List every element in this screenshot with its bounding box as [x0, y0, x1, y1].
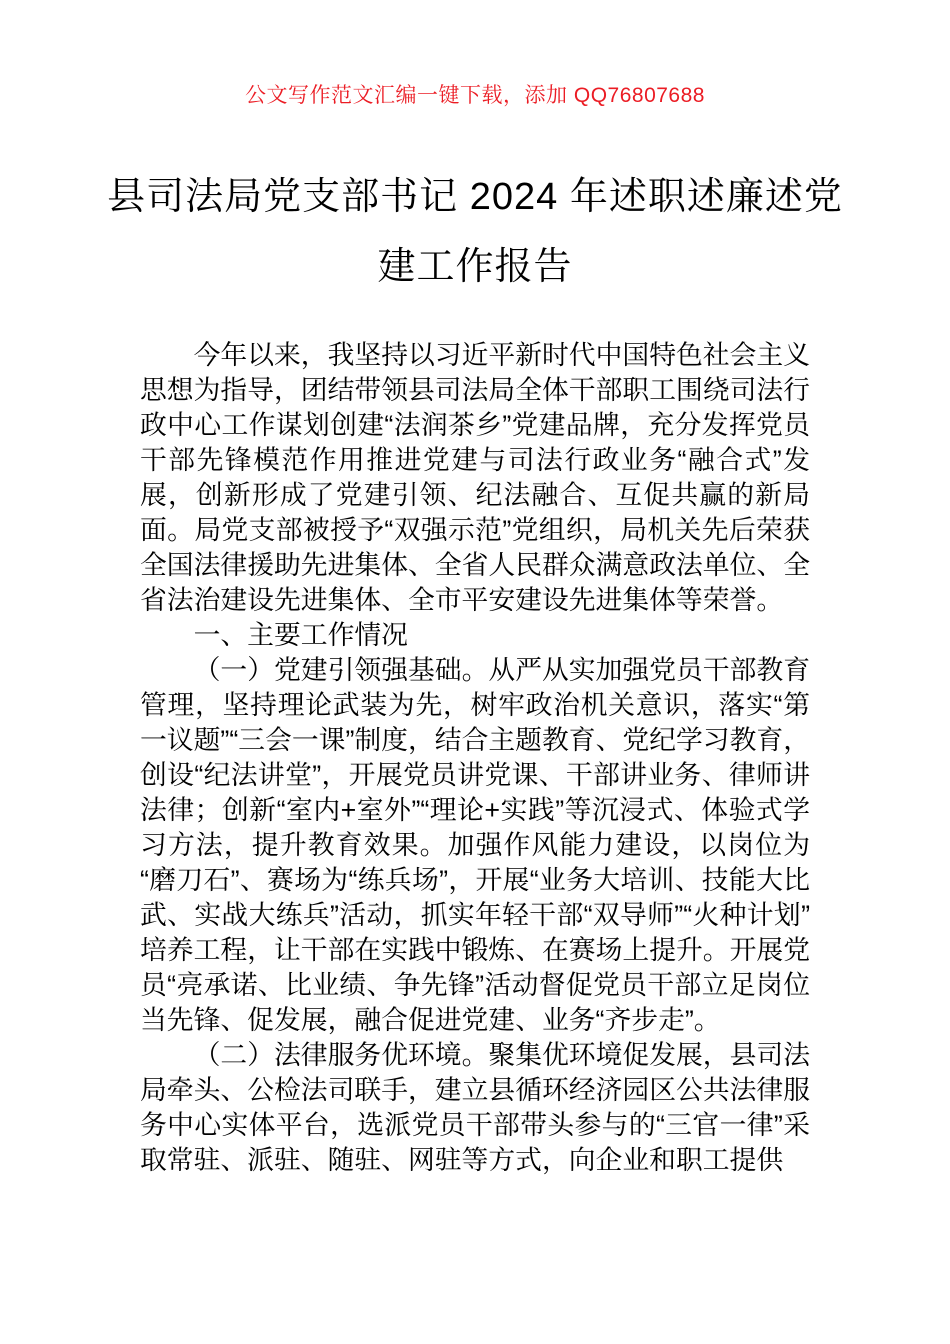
header-notice: 公文写作范文汇编一键下载，添加 QQ76807688 — [245, 84, 705, 107]
paragraph-item-2: （二）法律服务优环境。聚集优环境促发展，县司法局牵头、公检法司联手，建立县循环经济园区公共法律服务中心实体平台，选派党员干部带头参与的“三官一律”采取常驻、派驻、随驻、网驻等方式，向企业和职工提供 — [140, 1040, 810, 1175]
intro-paragraph: 今年以来，我坚持以习近平新时代中国特色社会主义思想为指导，团结带领县司法局全体干部职工围绕司法行政中心工作谋划创建“法润茶乡”党建品牌，充分发挥党员干部先锋模范作用推进党建与司法行政业务“融合式”发展，创新形成了党建引领、纪法融合、互促共赢的新局面。局党支部被授予“双强示范”党组织，局机关先后荣获全国法律援助先进集体、全省人民群众满意政法单位、全省法治建设先进集体、全市平安建设先进集体等荣誉。 — [140, 340, 810, 615]
section-heading: 一、主要工作情况 — [193, 620, 408, 650]
document-title-line-1: 县司法局党支部书记 2024 年述职述廉述党 — [107, 176, 843, 218]
paragraph-item-1: （一）党建引领强基础。从严从实加强党员干部教育管理，坚持理论武装为先，树牢政治机关意识，落实“第一议题”“三会一课”制度，结合主题教育、党纪学习教育，创设“纪法讲堂”，开展党员讲党课、干部讲业务、律师讲法律；创新“室内+室外”“理论+实践”等沉浸式、体验式学习方法，提升教育效果。加强作风能力建设，以岗位为“磨刀石”、赛场为“练兵场”，开展“业务大培训、技能大比武、实战大练兵”活动，抓实年轻干部“双导师”“火种计划”培养工程，让干部在实践中锻炼、在赛场上提升。开展党员“亮承诺、比业绩、争先锋”活动督促党员干部立足岗位当先锋、促发展，融合促进党建、业务“齐步走”。 — [140, 655, 810, 1035]
document-title-line-2: 建工作报告 — [377, 246, 573, 288]
document-title — [0, 162, 950, 302]
document-body — [140, 338, 810, 1178]
